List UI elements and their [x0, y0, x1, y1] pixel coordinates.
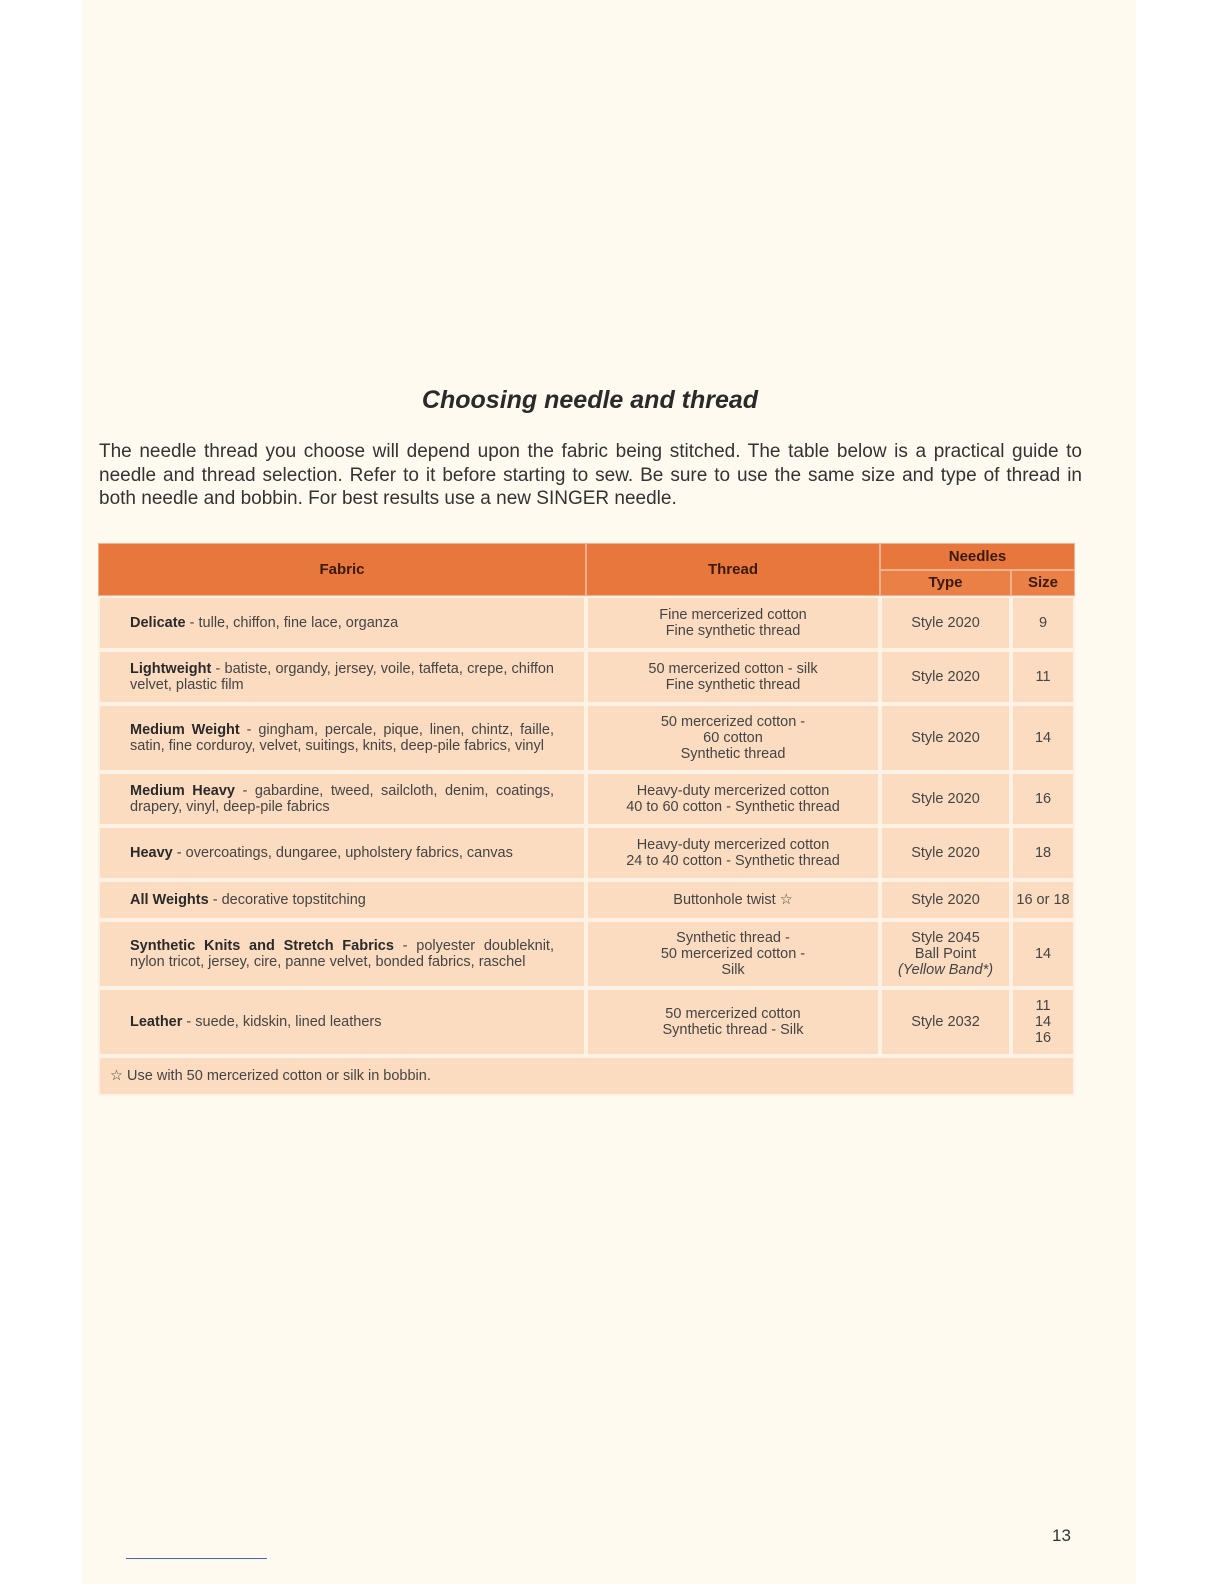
needle-type-cell [880, 920, 1011, 988]
needle-size-cell [1011, 772, 1075, 826]
needle-type-line: Style 2020 [911, 791, 980, 807]
needle-size-line: 14 [1034, 730, 1052, 746]
needle-type-cell [880, 650, 1011, 704]
fabric-cell [98, 772, 586, 826]
fabric-separator: - [393, 938, 417, 954]
needle-thread-table [98, 543, 1075, 1096]
needle-size-cell [1011, 596, 1075, 650]
thread-cell [586, 650, 880, 704]
header-fabric: Fabric [98, 543, 586, 596]
needle-type-cell [880, 826, 1011, 880]
fabric-label: Medium Heavy [130, 783, 235, 799]
fabric-description: batiste, organdy, jersey, voile, taffeta, crepe, chiffon velvet, plastic film [130, 661, 554, 693]
page-title: Choosing needle and thread [421, 386, 759, 414]
fabric-description: gingham, percale, pique, linen, chintz, faille, satin, fine corduroy, velvet, suitings, knits, deep-pile fabrics, vinyl [130, 722, 554, 754]
needle-size-line: 18 [1034, 845, 1052, 861]
fabric-cell [98, 826, 586, 880]
needle-size-cell [1011, 988, 1075, 1056]
needle-type-line: Style 2020 [911, 845, 980, 861]
thread-line: Fine mercerized cotton [659, 607, 807, 623]
needle-type-cell [880, 772, 1011, 826]
fabric-separator: - [172, 845, 186, 861]
page-number: 13 [1052, 1526, 1071, 1545]
thread-line: 24 to 40 cotton - Synthetic thread [626, 853, 840, 869]
fabric-description: suede, kidskin, lined leathers [195, 1014, 382, 1030]
needle-size-line: 11 [1035, 998, 1051, 1014]
thread-line: Buttonhole twist ☆ [673, 892, 793, 908]
table-footnote: ☆ Use with 50 mercerized cotton or silk in bobbin. [98, 1056, 1075, 1096]
fabric-separator: - [185, 615, 199, 631]
thread-line: 50 mercerized cotton - [660, 946, 806, 962]
fabric-label: Medium Weight [130, 722, 240, 738]
fabric-cell [98, 988, 586, 1056]
table-row [98, 826, 1075, 880]
thread-cell [586, 772, 880, 826]
needle-size-line: 14 [1034, 1014, 1052, 1030]
fabric-separator: - [208, 892, 222, 908]
thread-line: Heavy-duty mercerized cotton [636, 837, 830, 853]
needle-size-cell [1011, 880, 1075, 920]
needle-size-cell [1011, 826, 1075, 880]
thread-line: Synthetic thread - [676, 930, 790, 946]
needle-type-line: Style 2020 [911, 892, 980, 908]
thread-line: 40 to 60 cotton - Synthetic thread [626, 799, 840, 815]
fabric-label: All Weights [130, 892, 209, 908]
needle-type-line: Style 2032 [911, 1014, 980, 1030]
fabric-label: Synthetic Knits and Stretch Fabrics [130, 938, 394, 954]
thread-cell [586, 988, 880, 1056]
fabric-description: polyester doubleknit, nylon tricot, jersey, cire, panne velvet, bonded fabrics, raschel [130, 938, 554, 970]
fabric-description: tulle, chiffon, fine lace, organza [198, 615, 399, 631]
needle-size-cell [1011, 920, 1075, 988]
table-row [98, 596, 1075, 650]
fabric-label: Heavy [130, 845, 173, 861]
table-row [98, 772, 1075, 826]
table-row [98, 988, 1075, 1056]
needle-size-cell [1011, 650, 1075, 704]
needle-size-line: 16 [1034, 791, 1052, 807]
thread-cell [586, 704, 880, 772]
needle-size-line: 16 or 18 [1016, 892, 1070, 908]
fabric-separator: - [239, 722, 259, 738]
needle-type-line: Style 2020 [911, 615, 980, 631]
table-row [98, 704, 1075, 772]
header-type: Type [880, 570, 1011, 597]
fabric-cell [98, 880, 586, 920]
thread-line: Synthetic thread - Silk [662, 1022, 804, 1038]
fabric-separator: - [235, 783, 255, 799]
needle-type-line: Style 2045 [911, 930, 980, 946]
thread-cell [586, 920, 880, 988]
needle-type-cell [880, 880, 1011, 920]
fabric-label: Lightweight [130, 661, 212, 677]
needle-size-line: 16 [1034, 1030, 1052, 1046]
needle-type-line: Style 2020 [911, 669, 980, 685]
table-body [98, 596, 1075, 1056]
thread-cell [586, 826, 880, 880]
thread-line: Silk [721, 962, 745, 978]
fabric-description: gabardine, tweed, sailcloth, denim, coatings, drapery, vinyl, deep-pile fabrics [130, 783, 554, 815]
fabric-description: overcoatings, dungaree, upholstery fabrics, canvas [185, 845, 513, 861]
thread-line: Heavy-duty mercerized cotton [636, 783, 830, 799]
table-row [98, 650, 1075, 704]
thread-line: Fine synthetic thread [665, 623, 801, 639]
needle-size-line: 9 [1038, 615, 1048, 631]
table-row [98, 920, 1075, 988]
needle-size-line: 14 [1034, 946, 1052, 962]
needle-type-cell [880, 596, 1011, 650]
header-thread: Thread [586, 543, 880, 596]
needle-size-line: 11 [1035, 669, 1051, 685]
thread-line: 50 mercerized cotton - silk [648, 661, 818, 677]
intro-paragraph: The needle thread you choose will depend upon the fabric being stitched. The table below is a practical guide to needle and thread selection. Refer to it before starting to sew. Be sure to use the same size and type of thread in both needle and bobbin. For best results use a new SINGER needle. [99, 441, 1082, 509]
header-size: Size [1011, 570, 1075, 597]
fabric-cell [98, 650, 586, 704]
footer-rule [126, 1558, 267, 1559]
table-row [98, 880, 1075, 920]
header-needles: Needles [880, 543, 1075, 570]
thread-line: 50 mercerized cotton [665, 1006, 801, 1022]
needle-type-line: Ball Point [914, 946, 977, 962]
fabric-separator: - [182, 1014, 196, 1030]
fabric-cell [98, 920, 586, 988]
needle-type-line: (Yellow Band*) [897, 962, 994, 978]
needle-type-cell [880, 704, 1011, 772]
thread-line: 50 mercerized cotton - [660, 714, 806, 730]
needle-thread-table-container [98, 543, 1075, 1096]
fabric-separator: - [211, 661, 225, 677]
thread-line: Synthetic thread [680, 746, 786, 762]
thread-cell [586, 880, 880, 920]
fabric-description: decorative topstitching [221, 892, 366, 908]
thread-line: Fine synthetic thread [665, 677, 801, 693]
fabric-label: Delicate [130, 615, 186, 631]
thread-line: 60 cotton [703, 730, 763, 746]
fabric-cell [98, 596, 586, 650]
fabric-label: Leather [130, 1014, 183, 1030]
fabric-cell [98, 704, 586, 772]
needle-size-cell [1011, 704, 1075, 772]
needle-type-line: Style 2020 [911, 730, 980, 746]
needle-type-cell [880, 988, 1011, 1056]
thread-cell [586, 596, 880, 650]
